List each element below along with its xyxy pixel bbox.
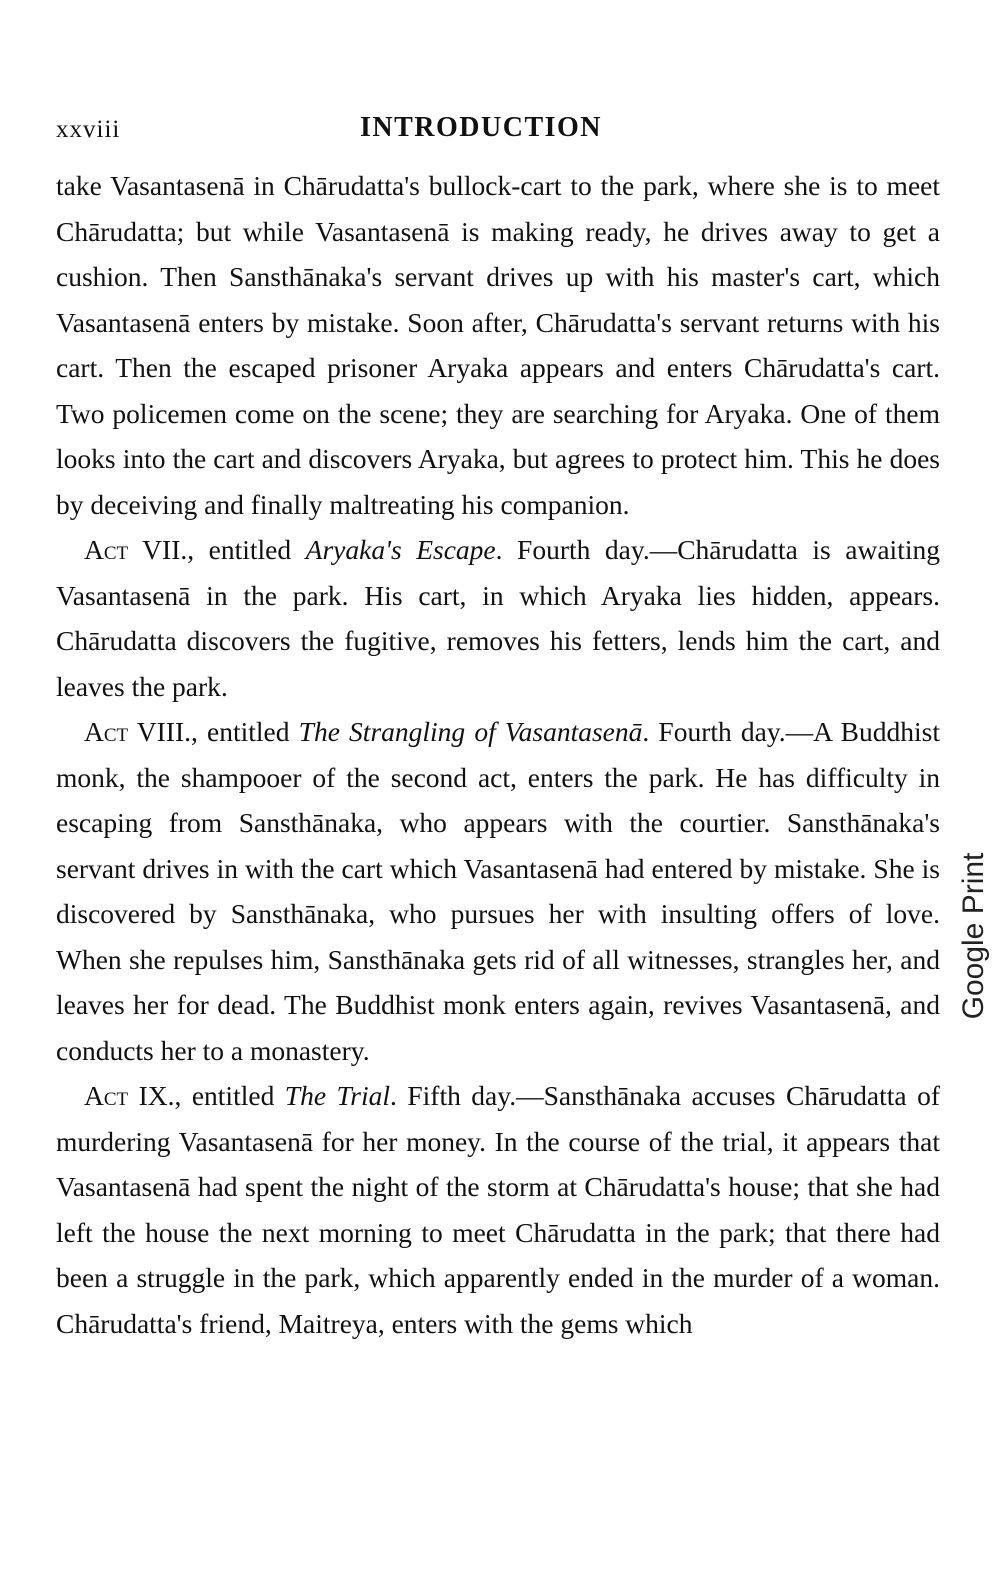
running-title: INTRODUCTION xyxy=(360,112,603,143)
paragraph-act-vi-continued xyxy=(56,163,940,527)
act-summary: . Fifth day.—Sansthānaka accuses Chārudatta of murdering Vasantasenā for her money. In the course of the trial, it appears that Vasantasenā had spent the night of the storm at Chārudatta's house; that she had left the house the next morning to meet Chārudatta in the park; that there had been a struggle in the park, which apparently ended in the murder of a woman. Chārudatta's friend, Maitreya, enters with the gems which xyxy=(56,1080,940,1339)
act-summary: . Fourth day.—Chārudatta is awaiting Vasantasenā in the park. His cart, in which Aryaka lies hidden, appears. Chārudatta discovers the fugitive, removes his fetters, lends him the cart, and leaves the park. xyxy=(56,534,940,702)
act-title: The Trial xyxy=(284,1080,391,1111)
google-print-watermark xyxy=(944,806,1004,1066)
act-label: Act VIII. xyxy=(84,716,191,747)
act-label: Act IX. xyxy=(84,1080,175,1111)
act-label: Act VII. xyxy=(84,534,188,565)
paragraph-act-vii: Act VII., entitled Aryaka's Escape. Fourth day.—Chārudatta is awaiting Vasantasenā in the park. His cart, in which Aryaka lies hidden, appears. Chārudatta discovers the fugitive, removes his fetters, lends him the cart, and leaves the park. xyxy=(56,534,940,702)
act-summary: . Fourth day.—A Buddhist monk, the shampooer of the second act, enters the park. He has difficulty in escaping from Sansthānaka, who appears with the courtier. Sansthānaka's servant drives in with the cart which Vasantasenā had entered by mistake. She is discovered by Sansthānaka, who pursues her with insulting offers of love. When she repulses him, Sansthānaka gets rid of all witnesses, strangles her, and leaves her for dead. The Buddhist monk enters again, revives Vasantasenā, and conducts her to a monastery. xyxy=(56,716,940,1066)
page-number: xxviii xyxy=(56,116,121,143)
body-text xyxy=(56,163,940,1346)
watermark-text: Google Print xyxy=(957,852,990,1020)
paragraph-act-ix: Act IX., entitled The Trial. Fifth day.—Sansthānaka accuses Chārudatta of murdering Vasantasenā for her money. In the course of the trial, it appears that Vasantasenā had spent the night of the storm at Chārudatta's house; that she had left the house the next morning to meet Chārudatta in the park; that there had been a struggle in the park, which apparently ended in the murder of a woman. Chārudatta's friend, Maitreya, enters with the gems which xyxy=(56,1080,940,1339)
act-title: Aryaka's Escape xyxy=(305,534,496,565)
act-title: The Strangling of Vasantasenā xyxy=(298,716,643,747)
paragraph-act-viii: Act VIII., entitled The Strangling of Vasantasenā. Fourth day.—A Buddhist monk, the shampooer of the second act, enters the park. He has difficulty in escaping from Sansthānaka, who appears with the courtier. Sansthānaka's servant drives in with the cart which Vasantasenā had entered by mistake. She is discovered by Sansthānaka, who pursues her with insulting offers of love. When she repulses him, Sansthānaka gets rid of all witnesses, strangles her, and leaves her for dead. The Buddhist monk enters again, revives Vasantasenā, and conducts her to a monastery. xyxy=(56,716,940,1066)
paragraph-text: take Vasantasenā in Chārudatta's bullock-cart to the park, where she is to meet Chārudatta; but while Vasantasenā is making ready, he drives away to get a cushion. Then Sansthānaka's servant drives up with his master's cart, which Vasantasenā enters by mistake. Soon after, Chārudatta's servant returns with his cart. Then the escaped prisoner Aryaka appears and enters Chārudatta's cart. Two policemen come on the scene; they are searching for Aryaka. One of them looks into the cart and discovers Aryaka, but agrees to protect him. This he does by deceiving and finally maltreating his companion. xyxy=(56,170,940,520)
page-header xyxy=(56,112,940,152)
